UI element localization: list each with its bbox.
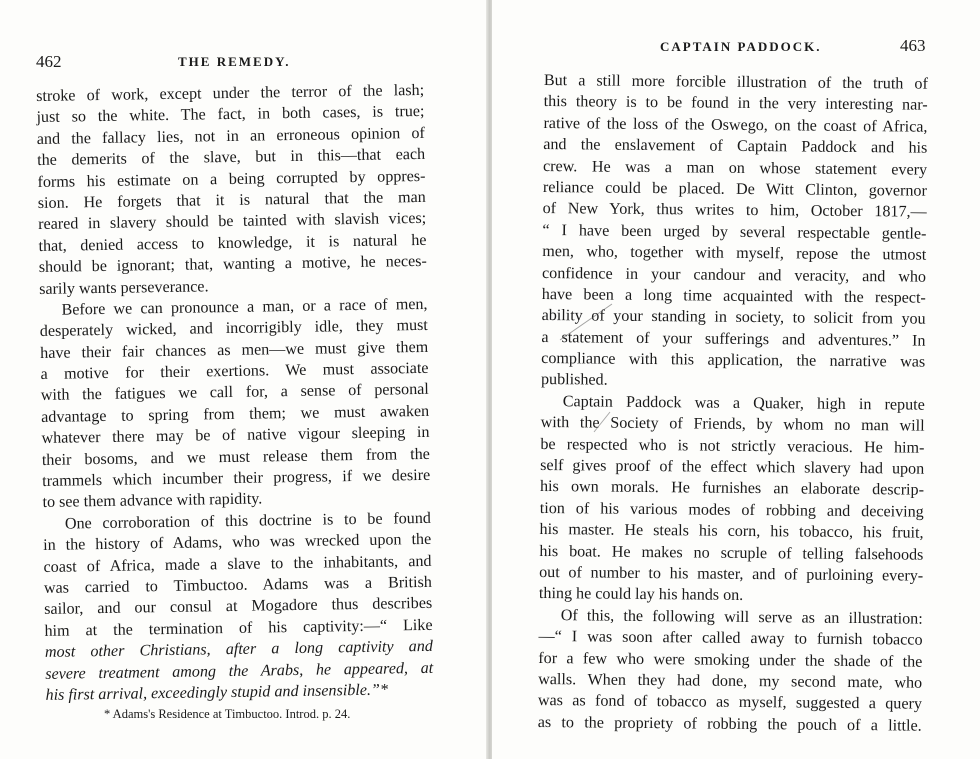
right-line: of New York, thus writes to him, October 1817,— <box>542 200 927 222</box>
right-line: rative of the loss of the Oswego, on the coast of Africa, <box>543 114 928 136</box>
right-line: thing he could lay his hands on. <box>538 585 744 605</box>
left-line: One corroboration of this doctrine is to be found <box>64 509 431 533</box>
right-line: crew. He was a man on whose statement every <box>542 157 928 179</box>
right-line: his boat. He makes no scruple of telling falsehoods <box>539 542 924 564</box>
right-line: ability of your standing in society, to solicit from you <box>541 307 926 328</box>
left-page-number: 462 <box>36 52 62 71</box>
right-line: reliance could be placed. De Witt Clinton, governor <box>542 178 927 200</box>
right-line: men, who, together with myself, repose the utmost <box>542 243 927 264</box>
left-line: whatever there may be of native vigour sleeping in <box>41 424 430 448</box>
right-line: with the Society of Friends, by whom no man will <box>540 414 925 435</box>
left-line: their bosoms, and we must release them from the <box>41 445 430 469</box>
right-line: Captain Paddock was a Quaker, high in repute <box>562 393 925 414</box>
left-line: stroke of work, except under the terror of the lash; <box>36 81 425 105</box>
left-line-italic: severe treatment among the Arabs, he appeared, at <box>45 659 434 683</box>
left-line: the demerits of the slave, but in this—that each <box>37 146 426 170</box>
right-line: published. <box>540 371 608 390</box>
left-line: to see them advance with rapidity. <box>42 490 263 512</box>
right-line: walls. When they had done, my second mate, who <box>538 670 923 692</box>
left-line: with the fatigues we call for, a sense of personal <box>40 381 429 405</box>
left-line: coast of Africa, made a slave to the inhabitants, and <box>43 552 432 576</box>
left-line: just so the white. The fact, in both cases, is true; <box>36 103 425 127</box>
right-line: his master. He steals his corn, his tobacco, his fruit, <box>539 521 924 542</box>
left-line-italic: his first arrival, exceedingly stupid and insensible.”* <box>45 681 389 704</box>
right-line: But a still more forcible illustration of the truth of <box>543 71 928 93</box>
left-line: forms his estimate on a being corrupted by oppres- <box>37 167 426 191</box>
left-line: advantage to spring from them; we must awaken <box>41 402 430 426</box>
left-line: have their fair chances as men—we must give them <box>40 338 429 362</box>
right-line: for a few who were smoking under the shade of the <box>538 649 923 671</box>
pencil-mark-icon <box>550 300 620 460</box>
right-line: as to the propriety of robbing the pouch of a little. <box>537 713 922 735</box>
left-line: reared in slavery should be tainted with slavish vices; <box>38 210 427 234</box>
right-line: self gives proof of the effect which slavery had upon <box>540 457 925 478</box>
right-line: and the enslavement of Captain Paddock and his <box>543 136 928 157</box>
right-running-head: CAPTAIN PADDOCK. <box>660 39 822 54</box>
left-line: trammels which incumber their progress, if we desire <box>42 466 431 490</box>
right-line: confidence in your candour and veracity, and who <box>541 264 927 286</box>
left-line: him at the termination of his captivity:—“ Like <box>44 616 433 640</box>
left-body-text <box>36 80 434 706</box>
left-line: Before we can pronounce a man, or a race of men, <box>61 295 428 319</box>
right-line: was as fond of tobacco as myself, suggested a query <box>537 692 923 713</box>
right-page-number: 463 <box>900 36 926 55</box>
left-running-head: THE REMEDY. <box>178 54 291 69</box>
left-line: in the history of Adams, who was wrecked upon the <box>43 531 432 555</box>
left-line: sailor, and our consul at Mogadore thus describes <box>44 595 433 619</box>
right-line: a statement of your sufferings and adventures.” In <box>541 328 926 350</box>
right-line: out of number to his master, and of purloining every- <box>539 563 924 585</box>
left-line: sion. He forgets that it is natural that the man <box>37 188 426 212</box>
right-page <box>492 0 980 759</box>
left-line-italic: most other Christians, after a long captivity and <box>44 637 433 662</box>
left-page <box>0 0 488 759</box>
left-line: was carried to Timbuctoo. Adams was a British <box>43 573 432 597</box>
right-line: —“ I was soon after called away to furnish tobacco <box>538 628 923 649</box>
right-line: be respected who is not strictly veracious. He him- <box>540 435 925 457</box>
left-line: a motive for their exertions. We must associate <box>40 359 429 384</box>
right-line: have been a long time acquainted with the respect- <box>541 285 926 307</box>
right-line: “ I have been urged by several respectable gentle- <box>542 221 927 243</box>
right-line: this theory is to be found in the very interesting nar- <box>543 93 928 115</box>
left-line: that, denied access to knowledge, it is natural he <box>38 231 427 255</box>
right-line: his own morals. He furnishes an elaborate descrip- <box>539 478 925 500</box>
left-line: and the fallacy lies, not in an erroneous opinion of <box>36 124 425 148</box>
right-line: tion of his various modes of robbing and deceiving <box>539 499 924 521</box>
left-footnote: * Adams's Residence at Timbuctoo. Introd. p. 24. <box>104 707 351 721</box>
right-line: compliance with this application, the narrative was <box>541 350 926 371</box>
left-line: desperately wicked, and incorrigibly idle, they must <box>39 317 428 341</box>
left-line: sarily wants perseverance. <box>39 277 209 298</box>
right-line: Of this, the following will serve as an illustration: <box>560 606 923 628</box>
left-line: should be ignorant; that, wanting a motive, he neces- <box>38 253 427 277</box>
